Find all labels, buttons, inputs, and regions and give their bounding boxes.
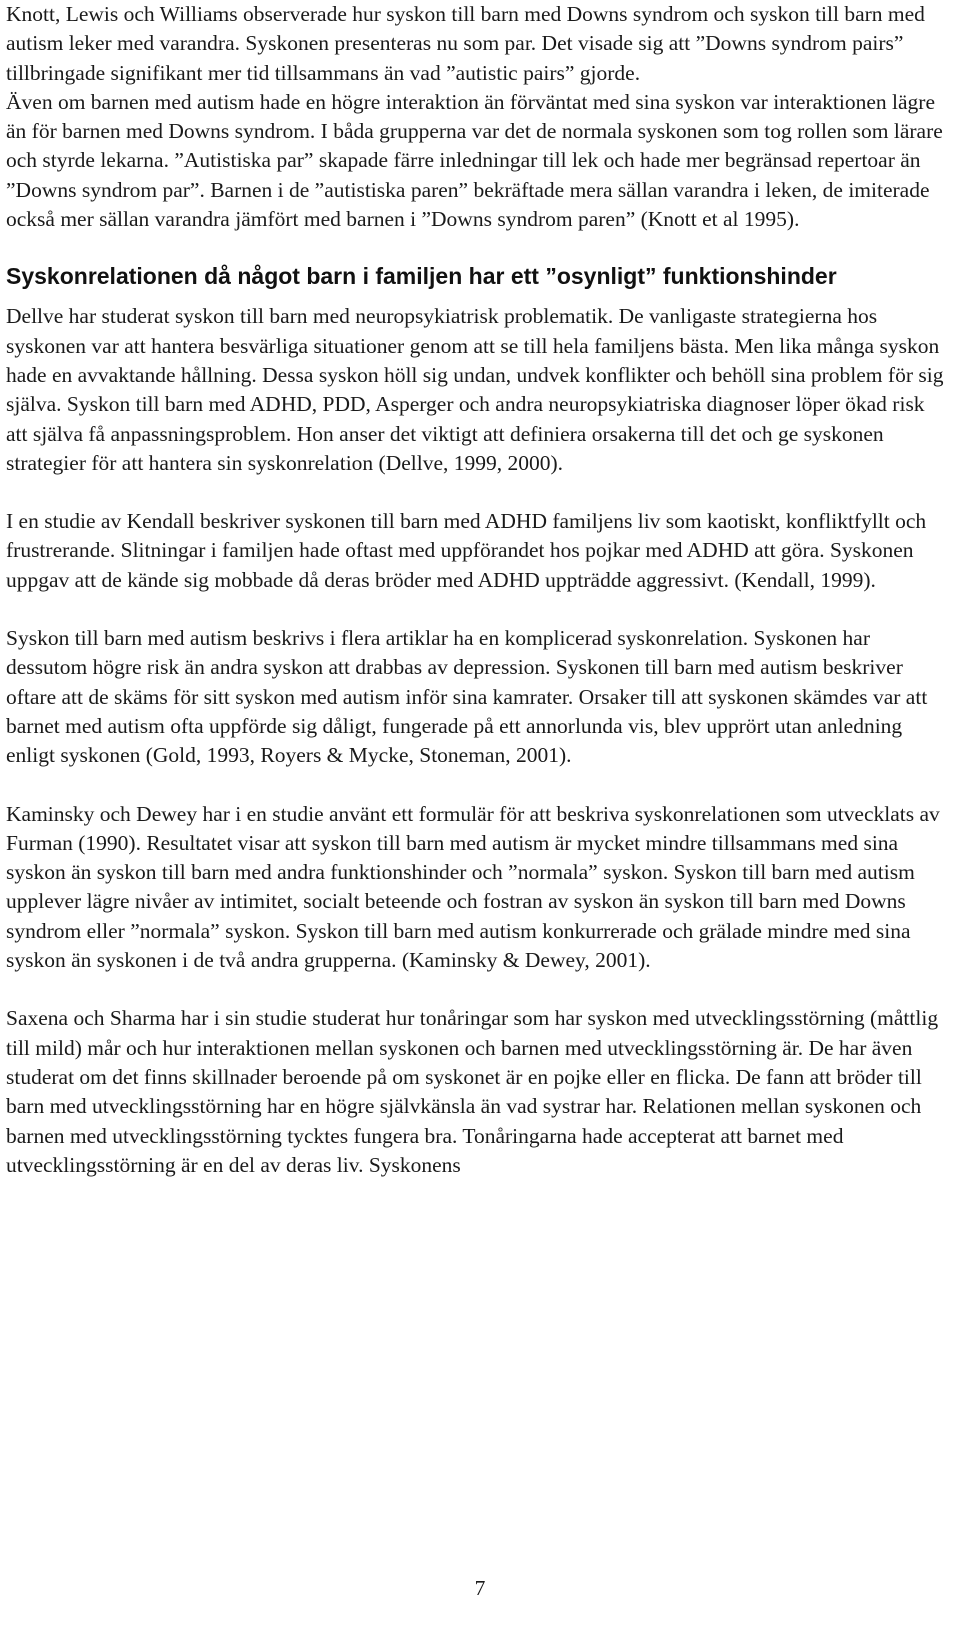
paragraph-autism-siblings: Syskon till barn med autism beskrivs i flera artiklar ha en komplicerad syskonrelation. Syskonen har dessutom högre risk än andra syskon att drabbas av depression. Syskonen till barn med autism beskriver oftare att de skäms för sitt syskon med autism inför sina kamrater. Orsaker till att syskonen skämdes var att barnet med autism ofta uppförde sig dåligt, fungerade på ett annorlunda vis, blev upprört utan anledning enligt syskonen (Gold, 1993, Royers & Mycke, Stoneman, 2001). xyxy=(6,626,928,768)
document-page xyxy=(6,0,946,1180)
paragraph-dellve: Dellve har studerat syskon till barn med neuropsykiatrisk problematik. De vanligaste strategierna hos syskonen var att hantera besvärliga situationer genom att se till hela familjens bästa. Men lika många syskon hade en avvaktande hållning. Dessa syskon höll sig undan, undvek konflikter och behöll sina problem för sig själva. Syskon till barn med ADHD, PDD, Asperger och andra neuropsykiatriska diagnoser löper ökad risk att själva få anpassningsproblem. Hon anser det viktigt att definiera orsakerna till det och ge syskonen strategier för att hantera sin syskonrelation (Dellve, 1999, 2000). xyxy=(6,304,944,475)
section-heading: Syskonrelationen då något barn i familjen har ett ”osynligt” funktionshinder xyxy=(6,263,837,290)
paragraph-knott-results: Även om barnen med autism hade en högre interaktion än förväntat med sina syskon var interaktionen lägre än för barnen med Downs syndrom. I båda grupperna var det de normala syskonen som tog rollen som lärare och styrde lekarna. ”Autistiska par” skapade färre inledningar till lek och hade mer begränsad repertoar än ”Downs syndrom par”. Barnen i de ”autistiska paren” bekräftade mera sällan varandra i leken, de imiterade också mer sällan varandra jämfört med barnen i ”Downs syndrom paren” (Knott et al 1995). xyxy=(6,89,943,232)
page-number: 7 xyxy=(474,1576,486,1600)
paragraph-kendall: I en studie av Kendall beskriver syskonen till barn med ADHD familjens liv som kaotiskt, konfliktfyllt och frustrerande. Slitningar i familjen hade oftast med uppförandet hos pojkar med ADHD att göra. Syskonen uppgav att de kände sig mobbade då deras bröder med ADHD uppträdde aggressivt. (Kendall, 1999). xyxy=(6,509,927,592)
paragraph-knott-intro: Knott, Lewis och Williams observerade hur syskon till barn med Downs syndrom och syskon till barn med autism leker med varandra. Syskonen presenteras nu som par. Det visade sig att ”Downs syndrom pairs” tillbringade signifikant mer tid tillsammans än vad ”autistic pairs” gjorde. xyxy=(6,2,925,85)
paragraph-kaminsky-dewey: Kaminsky och Dewey har i en studie använt ett formulär för att beskriva syskonrelationen som utvecklats av Furman (1990). Resultatet visar att syskon till barn med autism är mycket mindre tillsammans med sina syskon än syskon till barn med andra funktionshinder och ”normala” syskon. Syskon till barn med autism upplever lägre nivåer av intimitet, socialt beteende och fostran av syskon än syskon till barn med Downs syndrom eller ”normala” syskon. Syskon till barn med autism konkurrerade och grälade mindre med sina syskon än syskonen i de två andra grupperna. (Kaminsky & Dewey, 2001). xyxy=(6,801,940,973)
paragraph-saxena-sharma: Saxena och Sharma har i sin studie studerat hur tonåringar som har syskon med utvecklingsstörning (måttlig till mild) mår och hur interaktionen mellan syskonen och barnen med utvecklingsstörning är. De har även studerat om det finns skillnader beroende på om syskonet är en pojke eller en flicka. De fann att bröder till barn med utvecklingsstörning har en högre självkänsla än vad systrar har. Relationen mellan syskonen och barnen med utvecklingsstörning tycktes fungera bra. Tonåringarna hade accepterat att barnet med utvecklingsstörning är en del av deras liv. Syskonens xyxy=(6,1006,939,1177)
